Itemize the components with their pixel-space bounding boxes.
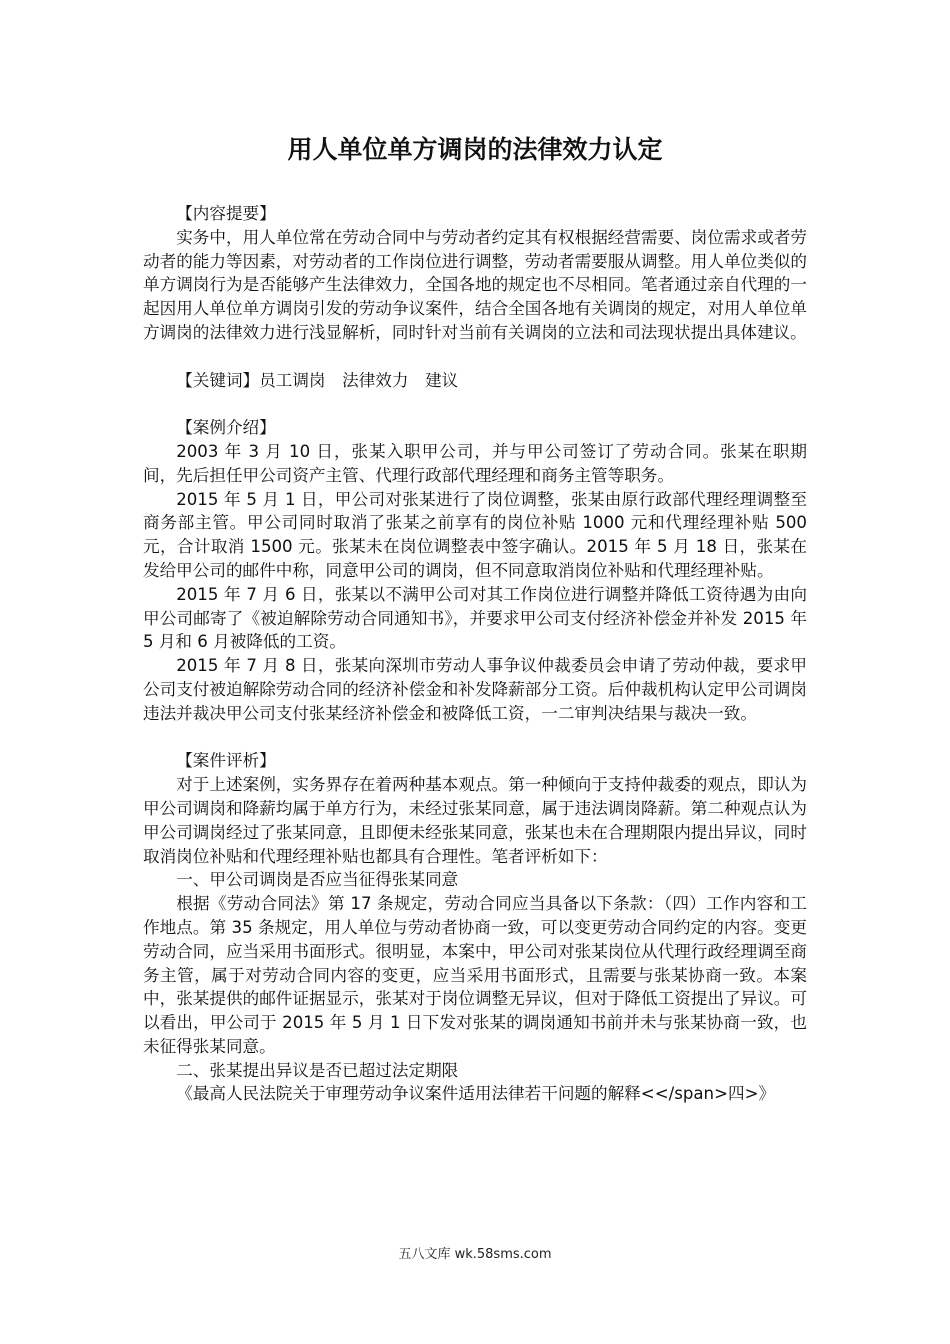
keywords-line: 【关键词】员工调岗 法律效力 建议 bbox=[176, 370, 459, 390]
analysis-paragraph: 对于上述案例，实务界存在着两种基本观点。第一种倾向于支持仲裁委的观点，即认为甲公司调岗和降薪均属于单方行为，未经过张某同意，属于违法调岗降薪。第二种观点认为甲公司调岗经过了张某同意，且即便未经张某同意，张某也未在合理期限内提出异议，同时取消岗位补贴和代理经理补贴也都具有合理性。笔者评析如下： bbox=[143, 775, 807, 866]
document-title: 用人单位单方调岗的法律效力认定 bbox=[287, 135, 663, 164]
summary-heading: 【内容提要】 bbox=[176, 204, 276, 223]
spacer bbox=[143, 345, 807, 369]
case-paragraph: 2015 年 7 月 6 日，张某以不满甲公司对其工作岗位进行调整并降低工资待遇为由向甲公司邮寄了《被迫解除劳动合同通知书》，并要求甲公司支付经济补偿金并补发 2015 年 5 月和 6 月被降低的工资。 bbox=[143, 584, 807, 652]
analysis-subheading: 一、甲公司调岗是否应当征得张某同意 bbox=[176, 870, 459, 890]
analysis-paragraph: 根据《劳动合同法》第 17 条规定，劳动合同应当具备以下条款：（四）工作内容和工作地点。第 35 条规定，用人单位与劳动者协商一致，可以变更劳动合同约定的内容。变更劳动合同，应当采用书面形式。很明显，本案中，甲公司对张某岗位从代理行政经理调至商务主管，属于对劳动合同内容的变更，应当采用书面形式，且需要与张某协商一致。本案中，张某提供的邮件证据显示，张某对于岗位调整无异议，但对于降低工资提出了异议。可以看出，甲公司于 2015 年 5 月 1 日下发对张某的调岗通知书前并未与张某协商一致，也未征得张某同意。 bbox=[143, 894, 807, 1056]
case-paragraph: 2015 年 7 月 8 日，张某向深圳市劳动人事争议仲裁委员会申请了劳动仲裁，要求甲公司支付被迫解除劳动合同的经济补偿金和补发降薪部分工资。后仲裁机构认定甲公司调岗违法并裁决甲公司支付张某经济补偿金和被降低工资，一二审判决结果与裁决一致。 bbox=[143, 656, 807, 723]
analysis-subheading: 二、张某提出异议是否已超过法定期限 bbox=[176, 1060, 459, 1080]
spacer bbox=[143, 392, 807, 416]
case-paragraph: 2003 年 3 月 10 日，张某入职甲公司，并与甲公司签订了劳动合同。张某在职期间，先后担任甲公司资产主管、代理行政部代理经理和商务主管等职务。 bbox=[143, 441, 807, 485]
analysis-heading: 【案件评析】 bbox=[176, 751, 276, 771]
document-body bbox=[143, 202, 807, 1106]
case-paragraph: 2015 年 5 月 1 日，甲公司对张某进行了岗位调整，张某由原行政部代理经理调整至商务部主管。甲公司同时取消了张某之前享有的岗位补贴 1000 元和代理经理补贴 500 元，合计取消 1500 元。张某未在岗位调整表中签字确认。2015 年 5 月 18 日，张某在发给甲公司的邮件中称，同意甲公司的调岗，但不同意取消岗位补贴和代理经理补贴。 bbox=[143, 489, 807, 580]
analysis-paragraph: 《最高人民法院关于审理劳动争议案件适用法律若干问题的解释<</span>四>》 bbox=[176, 1084, 776, 1104]
case-heading: 【案例介绍】 bbox=[176, 418, 276, 438]
summary-paragraph: 实务中，用人单位常在劳动合同中与劳动者约定其有权根据经营需要、岗位需求或者劳动者的能力等因素，对劳动者的工作岗位进行调整，劳动者需要服从调整。用人单位类似的单方调岗行为是否能够产生法律效力，全国各地的规定也不尽相同。笔者通过亲自代理的一起因用人单位单方调岗引发的劳动争议案件，结合全国各地有关调岗的规定，对用人单位单方调岗的法律效力进行浅显解析，同时针对当前有关调岗的立法和司法现状提出具体建议。 bbox=[143, 227, 807, 342]
footer-watermark: 五八文库 wk.58sms.com bbox=[398, 1247, 552, 1262]
spacer bbox=[143, 726, 807, 750]
